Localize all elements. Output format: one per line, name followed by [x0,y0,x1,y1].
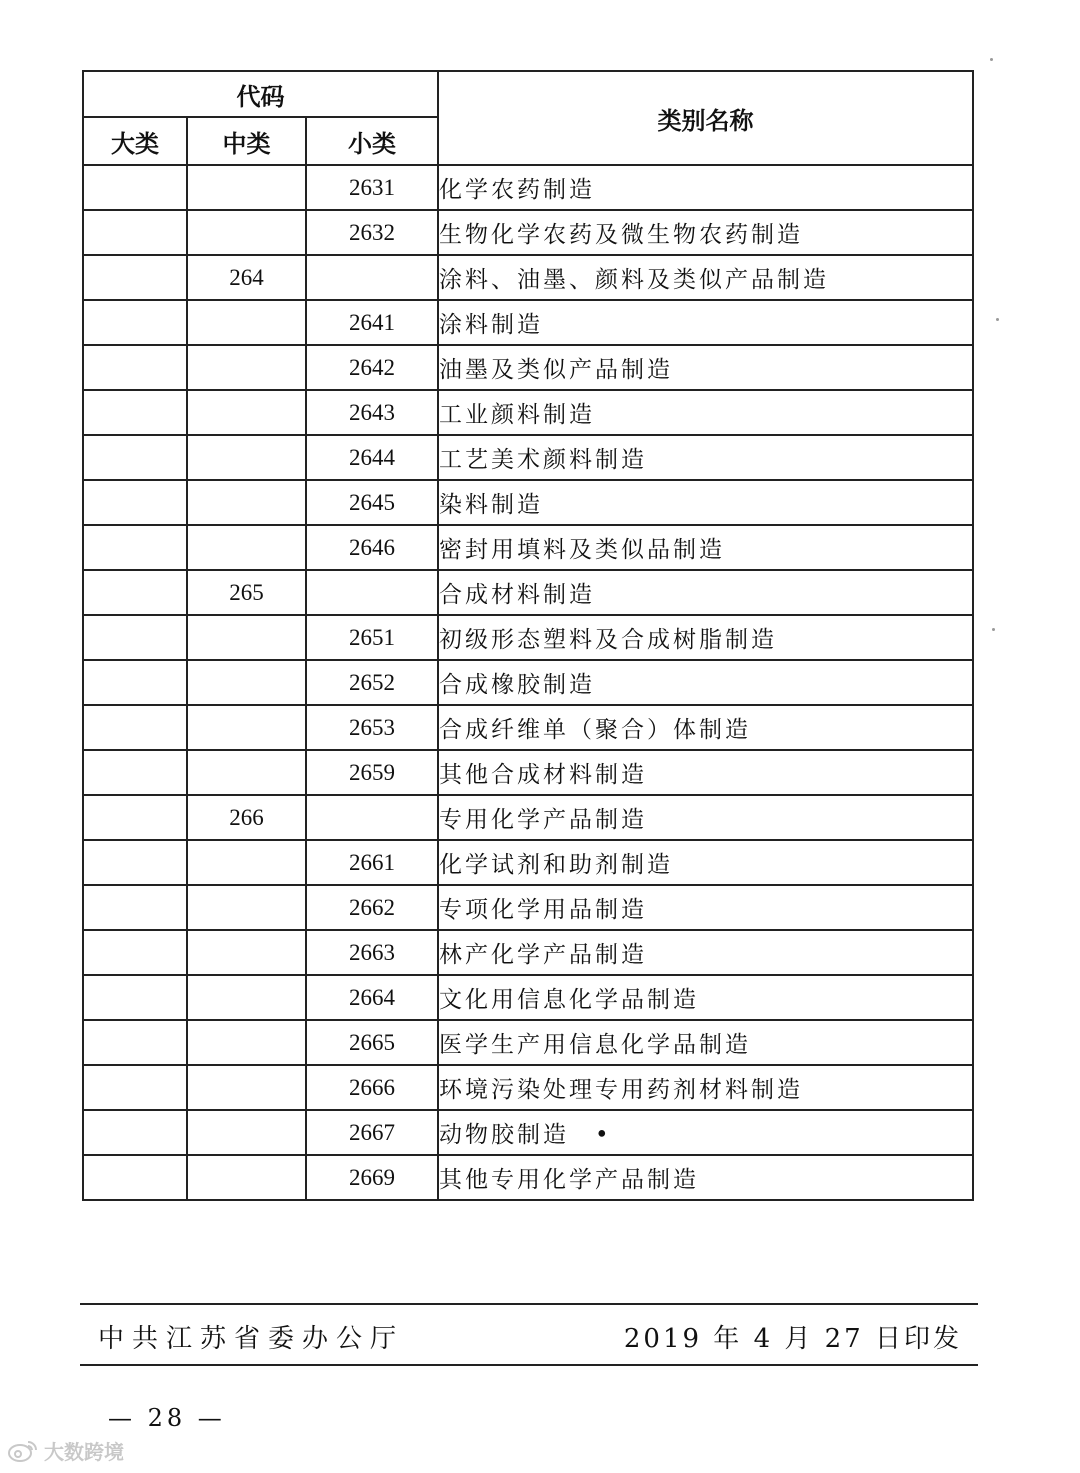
minor-code-cell: 2659 [306,750,438,795]
minor-code-cell: 2632 [306,210,438,255]
middle-code-cell: 264 [187,255,306,300]
category-name-cell: 工业颜料制造 [438,390,973,435]
table-row [83,1110,973,1155]
minor-code-cell: 2642 [306,345,438,390]
middle-code-cell [187,210,306,255]
table-row [83,1065,973,1110]
minor-code-cell: 2662 [306,885,438,930]
table-body [83,165,973,1200]
category-name-cell: 染料制造 [438,480,973,525]
minor-code-cell: 2667 [306,1110,438,1155]
middle-code-cell: 265 [187,570,306,615]
middle-code-cell [187,660,306,705]
category-name-cell: 动物胶制造 • [438,1110,973,1155]
minor-code-cell: 2641 [306,300,438,345]
category-name-cell: 合成纤维单（聚合）体制造 [438,705,973,750]
major-code-cell [83,1020,187,1065]
category-name-cell: 其他合成材料制造 [438,750,973,795]
header-minor: 小类 [306,117,438,165]
table-row [83,255,973,300]
middle-code-cell [187,300,306,345]
major-code-cell [83,390,187,435]
major-code-cell [83,795,187,840]
table-row [83,300,973,345]
header-code: 代码 [83,71,438,117]
category-name-cell: 合成材料制造 [438,570,973,615]
scan-speck [990,58,993,61]
middle-code-cell [187,165,306,210]
middle-code-cell [187,750,306,795]
footer-bottom-rule [80,1364,978,1366]
minor-code-cell: 2661 [306,840,438,885]
category-name-cell: 医学生产用信息化学品制造 [438,1020,973,1065]
category-name-cell: 林产化学产品制造 [438,930,973,975]
middle-code-cell [187,615,306,660]
major-code-cell [83,345,187,390]
category-name-cell: 初级形态塑料及合成树脂制造 [438,615,973,660]
middle-code-cell [187,435,306,480]
middle-code-cell [187,930,306,975]
major-code-cell [83,165,187,210]
middle-code-cell [187,840,306,885]
minor-code-cell: 2645 [306,480,438,525]
table-row [83,210,973,255]
major-code-cell [83,1065,187,1110]
category-name-cell: 专项化学用品制造 [438,885,973,930]
middle-code-cell [187,345,306,390]
major-code-cell [83,660,187,705]
minor-code-cell: 2665 [306,1020,438,1065]
middle-code-cell [187,480,306,525]
category-name-cell: 工艺美术颜料制造 [438,435,973,480]
watermark [6,1436,124,1465]
minor-code-cell: 2663 [306,930,438,975]
minor-code-cell: 2651 [306,615,438,660]
middle-code-cell [187,1020,306,1065]
watermark-text: 大数跨境 [44,1440,124,1464]
major-code-cell [83,750,187,795]
footer-issuer: 中共江苏省委办公厅 [98,1324,405,1354]
table-row [83,570,973,615]
minor-code-cell: 2631 [306,165,438,210]
major-code-cell [83,1110,187,1155]
category-name-cell: 涂料制造 [438,300,973,345]
middle-code-cell [187,1110,306,1155]
major-code-cell [83,300,187,345]
category-name-cell: 生物化学农药及微生物农药制造 [438,210,973,255]
middle-code-cell [187,885,306,930]
table-row [83,390,973,435]
footer-top-rule [80,1303,978,1305]
classification-code-table [82,70,974,1201]
middle-code-cell: 266 [187,795,306,840]
minor-code-cell: 2644 [306,435,438,480]
middle-code-cell [187,1155,306,1200]
minor-code-cell: 2643 [306,390,438,435]
table-row [83,525,973,570]
major-code-cell [83,1155,187,1200]
category-name-cell: 涂料、油墨、颜料及类似产品制造 [438,255,973,300]
middle-code-cell [187,390,306,435]
table-row [83,660,973,705]
table-row [83,1020,973,1065]
major-code-cell [83,435,187,480]
middle-code-cell [187,1065,306,1110]
minor-code-cell: 2653 [306,705,438,750]
middle-code-cell [187,975,306,1020]
table-row [83,885,973,930]
header-middle: 中类 [187,117,306,165]
table-row [83,750,973,795]
category-name-cell: 其他专用化学产品制造 [438,1155,973,1200]
major-code-cell [83,525,187,570]
middle-code-cell [187,705,306,750]
major-code-cell [83,840,187,885]
major-code-cell [83,210,187,255]
category-name-cell: 环境污染处理专用药剂材料制造 [438,1065,973,1110]
major-code-cell [83,705,187,750]
minor-code-cell [306,795,438,840]
table-header-row [83,71,973,117]
major-code-cell [83,615,187,660]
table-row [83,705,973,750]
major-code-cell [83,570,187,615]
minor-code-cell: 2646 [306,525,438,570]
table-row [83,975,973,1020]
category-name-cell: 专用化学产品制造 [438,795,973,840]
table-row [83,1155,973,1200]
table-row [83,615,973,660]
table-row [83,435,973,480]
table-row [83,480,973,525]
table-row [83,795,973,840]
category-name-cell: 化学农药制造 [438,165,973,210]
scan-speck [996,318,999,321]
table-row [83,345,973,390]
category-name-cell: 化学试剂和助剂制造 [438,840,973,885]
page-number: — 28 — [108,1404,226,1432]
category-name-cell: 油墨及类似产品制造 [438,345,973,390]
minor-code-cell: 2666 [306,1065,438,1110]
table-row [83,165,973,210]
header-category-name: 类别名称 [438,71,973,165]
minor-code-cell [306,255,438,300]
middle-code-cell [187,525,306,570]
table-row [83,840,973,885]
major-code-cell [83,975,187,1020]
header-major: 大类 [83,117,187,165]
major-code-cell [83,480,187,525]
category-name-cell: 合成橡胶制造 [438,660,973,705]
major-code-cell [83,930,187,975]
major-code-cell [83,255,187,300]
major-code-cell [83,885,187,930]
scan-speck [992,628,995,631]
minor-code-cell: 2669 [306,1155,438,1200]
minor-code-cell [306,570,438,615]
footer-print-date: 2019 年 4 月 27 日印发 [623,1324,962,1354]
minor-code-cell: 2652 [306,660,438,705]
category-name-cell: 文化用信息化学品制造 [438,975,973,1020]
weibo-logo-icon [6,1439,40,1463]
category-name-cell: 密封用填料及类似品制造 [438,525,973,570]
table-row [83,930,973,975]
minor-code-cell: 2664 [306,975,438,1020]
